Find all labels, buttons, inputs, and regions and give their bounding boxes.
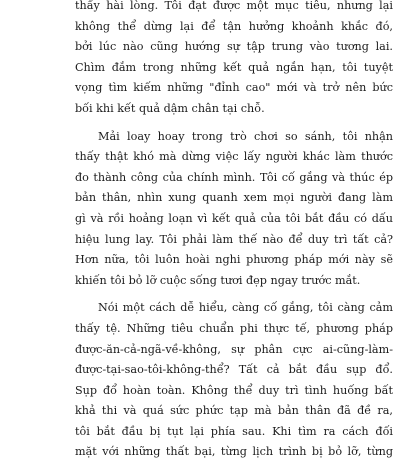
text-line: thấy thật khó mà dừng việc lấy người khác làm thước: [75, 150, 393, 164]
text-line: mặt với những thất bại, từng lịch trình bị bỏ lỡ, từng: [75, 445, 393, 459]
text-line: không thể dừng lại để tận hưởng khoảnh khắc đó,: [75, 19, 393, 33]
text-line: Sụp đổ hoàn toàn. Không thể duy trì tình huống bất: [75, 383, 393, 397]
text-line: khả thi và quá sức phức tạp mà bản thân đã đề ra,: [75, 404, 393, 418]
text-line: Nói một cách dễ hiểu, càng cố gắng, tôi càng cảm: [98, 301, 393, 315]
paragraph-2: [75, 127, 393, 292]
text-line: được-tại-sao-tôi-không-thể? Tất cả bắt đầu sụp đổ.: [75, 363, 393, 377]
text-line: Hơn nữa, tôi luôn hoài nghi phương pháp mới này sẽ: [75, 253, 393, 267]
text-line: thấy tệ. Những tiêu chuẩn phi thực tế, phương pháp: [75, 321, 393, 335]
text-line: khiến tôi bỏ lỡ cuộc sống tươi đẹp ngay trước mắt.: [75, 273, 361, 287]
text-line: Mải loay hoay trong trò chơi so sánh, tôi nhận: [98, 129, 393, 143]
paragraph-3: [75, 298, 393, 463]
text-line: bởi lúc nào cũng hướng sự tập trung vào tương lai.: [75, 40, 393, 54]
text-line: hiệu lung lay. Tôi phải làm thế nào để duy trì tất cả?: [75, 232, 393, 246]
text-line: gì và rồi hoảng loạn vì kết quả của tôi bắt đầu có dấu: [75, 211, 393, 225]
text-line: bản thân, nhìn xung quanh xem mọi người đang làm: [75, 191, 393, 205]
text-line: được-ăn-cả-ngã-về-không, sự phân cực ai-cũng-làm-: [75, 342, 393, 356]
paragraph-1: [75, 0, 393, 120]
text-line: tôi bắt đầu bị tụt lại phía sau. Khi tìm ra cách đối: [75, 424, 393, 438]
text-line: đo thành công của chính mình. Tôi cố gắng và thúc ép: [75, 170, 393, 184]
text-line: Chìm đắm trong những kết quả ngắn hạn, tôi tuyệt: [75, 60, 393, 74]
text-line: bối khi kết quả dậm chân tại chỗ.: [75, 101, 265, 115]
text-line: vọng tìm kiếm những "đỉnh cao" mới và trở nên bức: [75, 81, 393, 95]
body-text: [75, 0, 393, 463]
text-line: thấy hài lòng. Tôi đạt được một mục tiêu, nhưng lại: [75, 0, 393, 12]
